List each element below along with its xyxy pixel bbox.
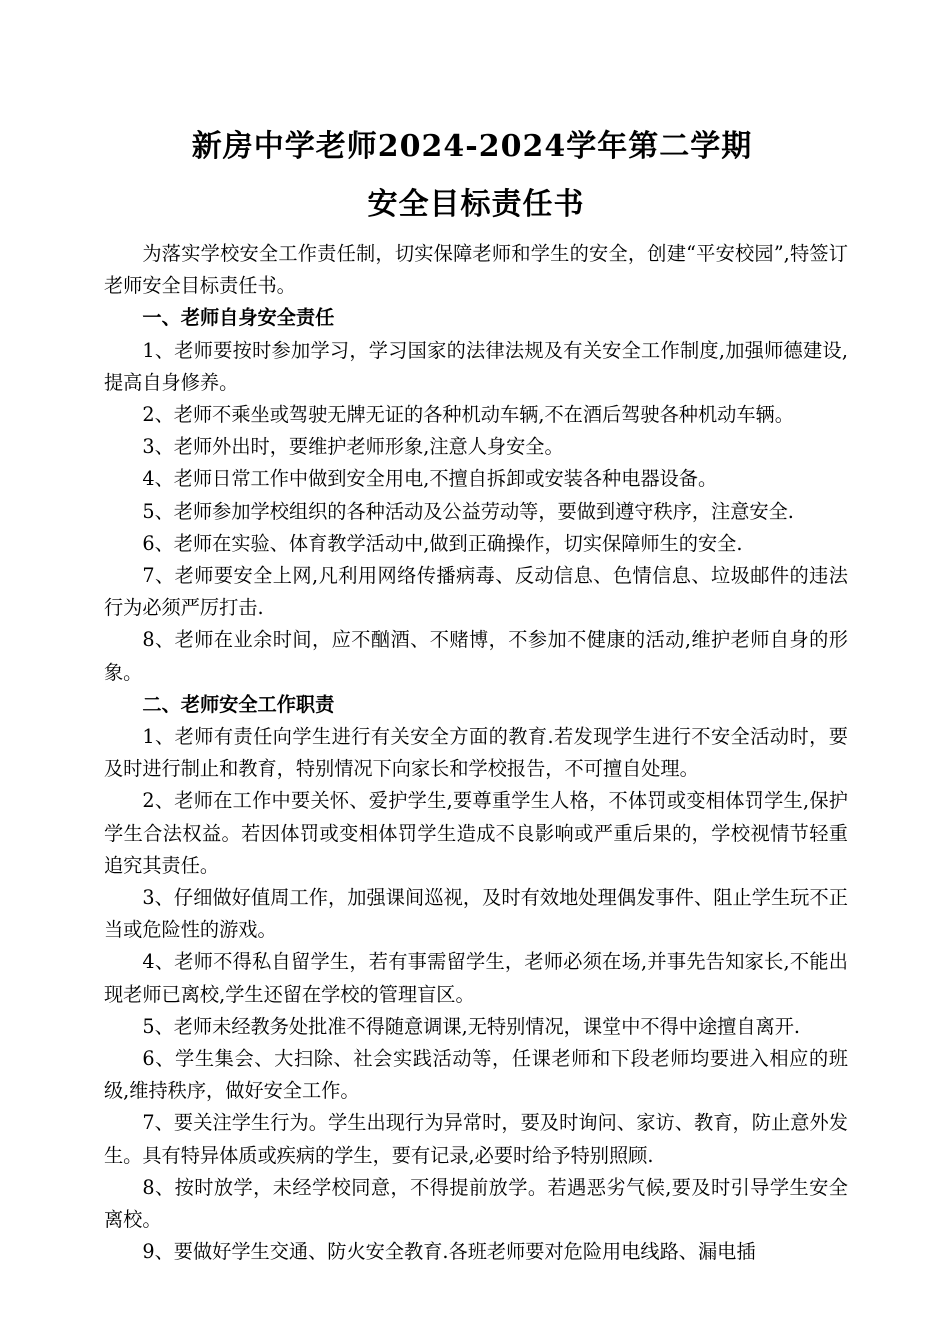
section2-item-2: 2、老师在工作中要关怀、爱护学生,要尊重学生人格，不体罚或变相体罚学生,保护学生合法权益。若因体罚或变相体罚学生造成不良影响或严重后果的，学校视情节轻重追究其责任。: [104, 789, 848, 877]
section2-item-3: 3、仔细做好值周工作，加强课间巡视，及时有效地处理偶发事件、阻止学生玩不正当或危险性的游戏。: [104, 886, 848, 942]
section1-item-2: 2、老师不乘坐或驾驶无牌无证的各种机动车辆,不在酒后驾驶各种机动车辆。: [142, 403, 794, 427]
section1-item-7: 7、老师要安全上网,凡利用网络传播病毒、反动信息、色情信息、垃圾邮件的违法行为必须严厉打击.: [104, 564, 848, 620]
section2-item-7: 7、要关注学生行为。学生出现行为异常时，要及时询问、家访、教育，防止意外发生。具有特异体质或疾病的学生，要有记录,必要时给予特别照顾.: [104, 1111, 848, 1167]
section1-heading: 一、老师自身安全责任: [142, 306, 335, 330]
section1-item-1: 1、老师要按时参加学习，学习国家的法律法规及有关安全工作制度,加强师德建设,提高自身修养。: [104, 338, 848, 394]
section2-item-8: 8、按时放学，未经学校同意，不得提前放学。若遇恶劣气候,要及时引导学生安全离校。: [104, 1175, 848, 1232]
section2-item-9: 9、要做好学生交通、防火安全教育.各班老师要对危险用电线路、漏电插: [142, 1240, 756, 1264]
section2-item-6: 6、学生集会、大扫除、社会实践活动等，任课老师和下段老师均要进入相应的班级,维持秩序，做好安全工作。: [104, 1047, 848, 1103]
section2-item-5: 5、老师未经教务处批准不得随意调课,无特别情况，课堂中不得中途擅自离开.: [142, 1014, 800, 1038]
section2-item-4: 4、老师不得私自留学生，若有事需留学生，老师必须在场,并事先告知家长,不能出现老师已离校,学生还留在学校的管理盲区。: [104, 950, 848, 1006]
document-title-line1: 新房中学老师2024-2024学年第二学期: [191, 129, 753, 164]
document-body: [104, 238, 848, 1269]
section1-item-8: 8、老师在业余时间，应不酗酒、不赌博，不参加不健康的活动,维护老师自身的形象。: [104, 628, 848, 684]
section2-heading: 二、老师安全工作职责: [142, 692, 335, 716]
section1-item-5: 5、老师参加学校组织的各种活动及公益劳动等，要做到遵守秩序，注意安全.: [142, 499, 794, 523]
intro-paragraph: 为落实学校安全工作责任制，切实保障老师和学生的安全，创建“平安校园”,特签订老师安全目标责任书。: [104, 242, 848, 298]
section1-item-4: 4、老师日常工作中做到安全用电,不擅自拆卸或安装各种电器设备。: [142, 467, 718, 491]
section2-item-1: 1、老师有责任向学生进行有关安全方面的教育.若发现学生进行不安全活动时，要及时进行制止和教育，特别情况下向家长和学校报告，不可擅自处理。: [104, 725, 848, 781]
section1-item-3: 3、老师外出时，要维护老师形象,注意人身安全。: [142, 435, 564, 459]
document-title-line2: 安全目标责任书: [367, 187, 585, 222]
section1-item-6: 6、老师在实验、体育教学活动中,做到正确操作，切实保障师生的安全.: [142, 531, 743, 555]
document-page: [104, 118, 848, 1269]
